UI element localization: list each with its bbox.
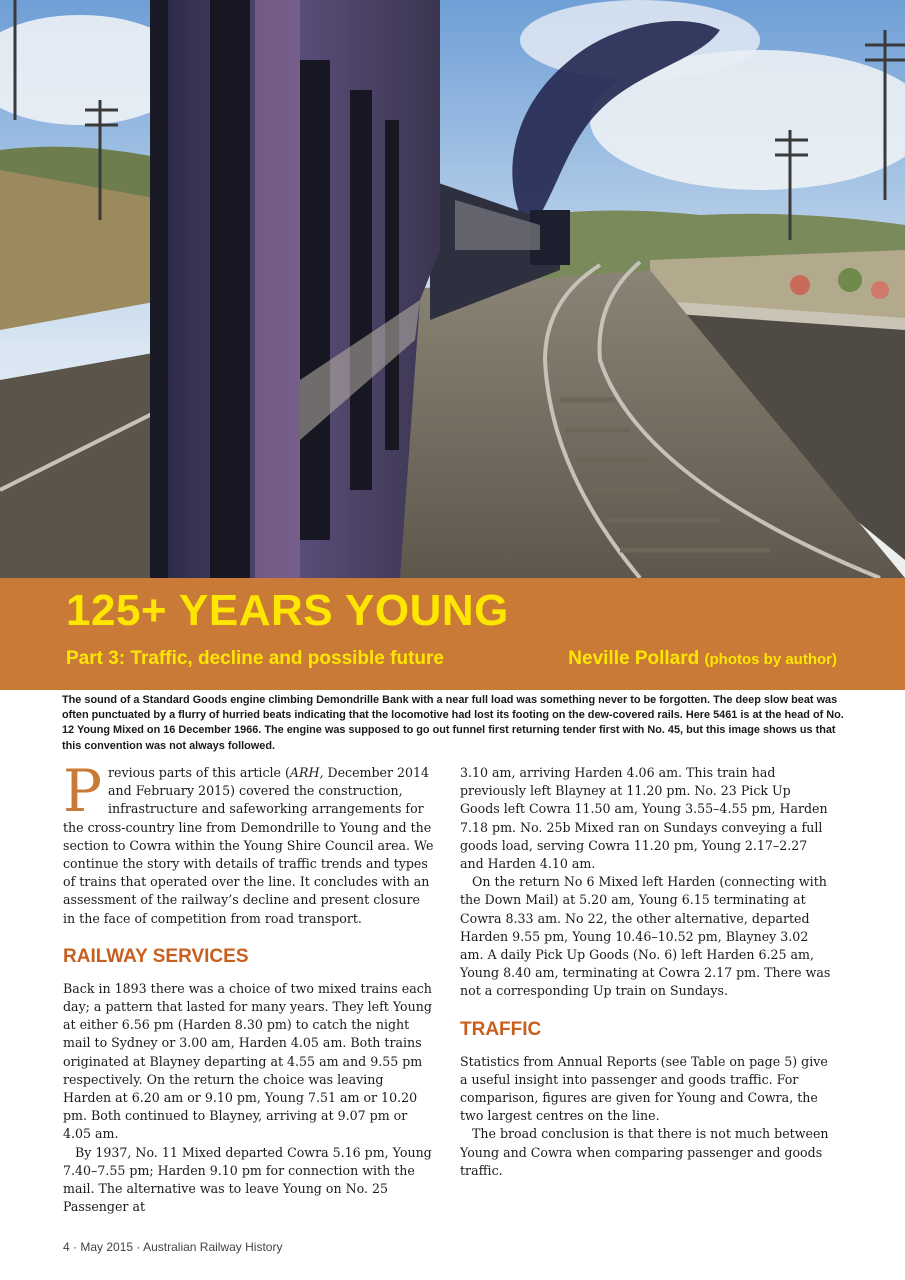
locomotive-photo — [0, 0, 905, 578]
paragraph: Back in 1893 there was a choice of two mixed trains each day; a pattern that lasted for many years. They left Young at either 6.56 pm (Harden 8.30 pm) to catch the night mail to Sydney or 3.00 am, Harden 4.05 am. Both trains originated at Blayney departing at 4.55 am and 9.55 pm respectively. On the return the choice was leaving Harden at 6.20 am or 9.10 pm, Young 7.51 am or 10.20 pm. Both continued to Blayney, arriving at 9.07 pm or 4.05 am. — [63, 980, 432, 1142]
paragraph: Statistics from Annual Reports (see Table on page 5) give a useful insight into passenger and goods traffic. For comparison, figures are given for Young and Cowra, the two largest centres on the line. — [460, 1053, 828, 1124]
issue-date: May 2015 — [80, 1240, 134, 1254]
paragraph: On the return No 6 Mixed left Harden (connecting with the Down Mail) at 5.20 am, Young 6.15 terminating at Cowra 8.33 am. No 22, the other alternative, departed Harden 9.55 pm, Young 10.46–10.52 pm, Blayney 3.02 am. A daily Pick Up Goods (No. 6) left Harden 6.25 am, Young 8.40 am, terminating at Cowra 2.17 pm. There was not a corresponding Up train on Sundays. — [460, 874, 831, 999]
article-subtitle: Part 3: Traffic, decline and possible future — [66, 648, 444, 669]
intro-paragraph — [63, 757, 435, 928]
paragraph: By 1937, No. 11 Mixed departed Cowra 5.16 pm, Young 7.40–7.55 pm; Harden 9.10 pm for connection with the mail. The alternative was to leave Young on No. 25 Passenger at — [63, 1144, 432, 1215]
page-number: 4 — [63, 1240, 70, 1254]
page-footer — [63, 1240, 282, 1254]
railway-services-heading: RAILWAY SERVICES — [63, 945, 249, 967]
intro-italic: ARH, — [289, 765, 324, 780]
footer-separator: · — [136, 1240, 144, 1254]
intro-text-start: revious parts of this article ( — [108, 765, 290, 780]
hero-photo — [0, 0, 905, 578]
photo-credit: (photos by author) — [704, 651, 837, 668]
traffic-heading: TRAFFIC — [460, 1018, 542, 1040]
photo-caption: The sound of a Standard Goods engine climbing Demondrille Bank with a near full load was something never to be forgotten. The deep slow beat was often punctuated by a flurry of hurried beats indicating that the locomotive had lost its footing on the dew-covered rails. Here 5461 is at the head of No. 12 Young Mixed on 16 December 1966. The engine was supposed to go out funnel first returning tender first with No. 45, but this image shows us that this convention was not always followed. — [62, 694, 844, 752]
byline — [568, 648, 837, 670]
left-column — [63, 757, 435, 1216]
intro-text-end: December 2014 and February 2015) covered the construction, infrastructure and safeworking arrangements for the cross-country line from Demondrille to Young and the section to Cowra within the Young Shire Council area. We continue the story with details of traffic trends and types of trains that operated over the line. It concludes with an assessment of the railway’s decline and present closure in the face of competition from road transport. — [63, 765, 434, 926]
paragraph: 3.10 am, arriving Harden 4.06 am. This train had previously left Blayney at 11.20 pm. No. 23 Pick Up Goods left Cowra 11.50 am, Young 3.55–4.55 pm, Harden 7.18 pm. No. 25b Mixed ran on Sundays conveying a full goods load, serving Cowra 11.20 pm, Young 2.17–2.27 and Harden 4.10 am. — [460, 765, 828, 872]
footer-separator: · — [73, 1240, 81, 1254]
drop-cap: P — [63, 757, 103, 825]
paragraph: The broad conclusion is that there is not much between Young and Cowra when comparing passenger and goods traffic. — [460, 1126, 829, 1178]
right-column — [460, 764, 832, 1180]
article-title: 125+ YEARS YOUNG — [66, 586, 509, 635]
author-name: Neville Pollard — [568, 648, 700, 669]
title-band — [0, 578, 905, 690]
publication-name: Australian Railway History — [143, 1240, 283, 1254]
